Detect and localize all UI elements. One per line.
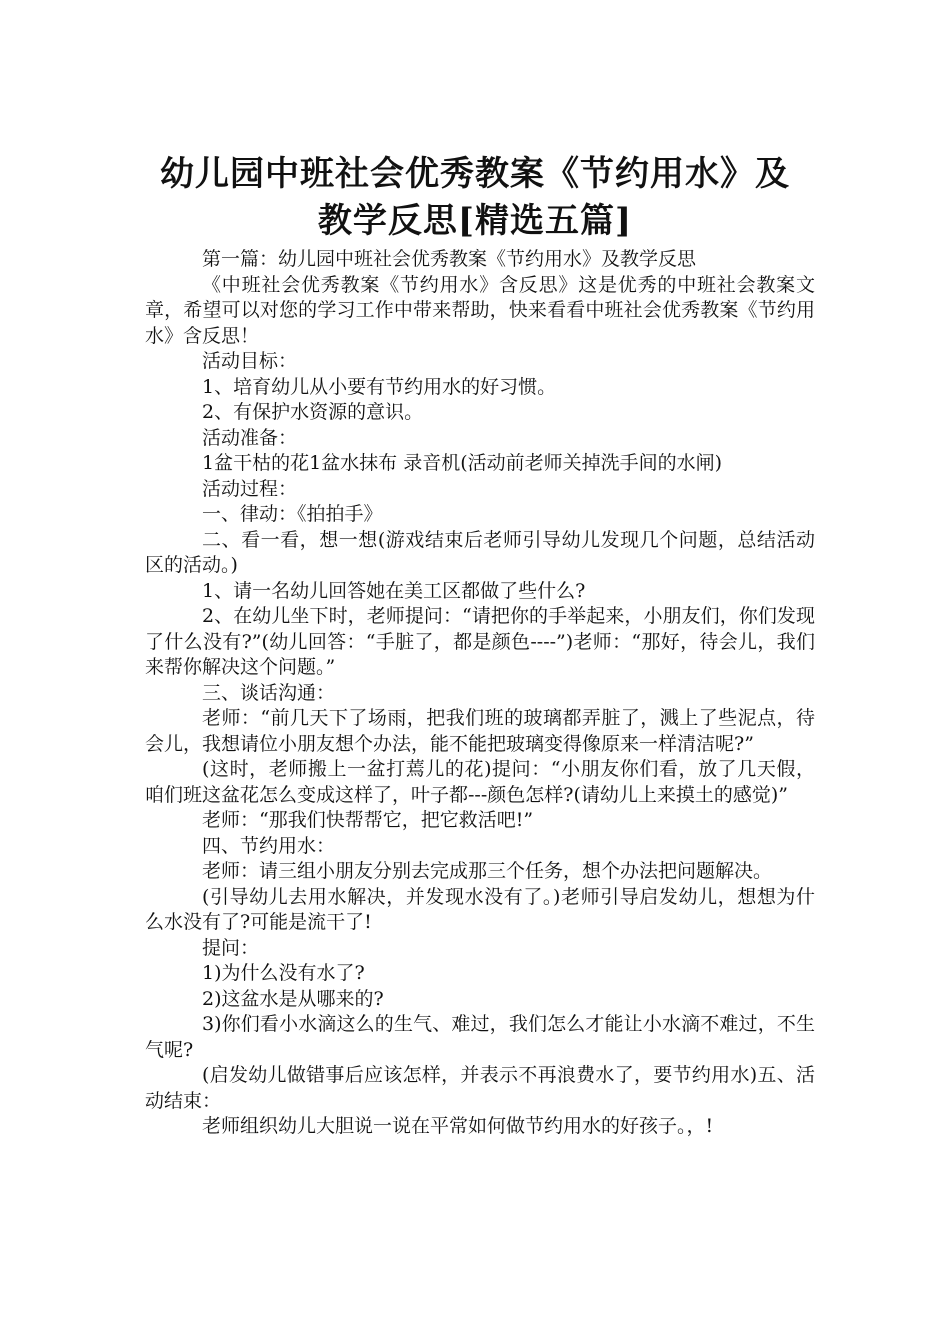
intro-paragraph: 《中班社会优秀教案《节约用水》含反思》这是优秀的中班社会教案文章，希望可以对您的学习工作中带来帮助，快来看看中班社会优秀教案《节约用水》含反思！	[145, 273, 815, 347]
preparation-heading: 活动准备：	[202, 426, 298, 449]
question-item: 3)你们看小水滴这么的生气、难过，我们怎么才能让小水滴不难过，不生气呢?	[145, 1013, 815, 1061]
process-paragraph: 老师：“前几天下了场雨，把我们班的玻璃都弄脏了，溅上了些泥点，待会儿，我想请位小朋友想个办法，能不能把玻璃变得像原来一样清洁呢?”	[145, 707, 815, 755]
process-step: 四、节约用水：	[202, 834, 336, 857]
document-title	[90, 151, 860, 245]
title-line-1: 幼儿园中班社会优秀教案《节约用水》及	[160, 153, 790, 194]
process-paragraph: 老师：请三组小朋友分别去完成那三个任务，想个办法把问题解决。	[202, 860, 773, 882]
objective-item: 1、培育幼儿从小要有节约用水的好习惯。	[202, 375, 557, 398]
closing-paragraph: 老师组织幼儿大胆说一说在平常如何做节约用水的好孩子。，!	[202, 1115, 714, 1137]
process-paragraph: (引导幼儿去用水解决，并发现水没有了。)老师引导启发幼儿，想想为什么水没有了?可能是流干了!	[145, 885, 815, 933]
process-paragraph: (启发幼儿做错事后应该怎样，并表示不再浪费水了，要节约用水)五、活动结束：	[145, 1064, 815, 1112]
preparation-text: 1盆干枯的花1盆水抹布 录音机(活动前老师关掉洗手间的水闸)	[202, 452, 723, 474]
process-heading: 活动过程：	[202, 477, 298, 500]
process-paragraph: 1、请一名幼儿回答她在美工区都做了些什么?	[202, 579, 586, 602]
section-heading: 第一篇：幼儿园中班社会优秀教案《节约用水》及教学反思	[202, 248, 697, 270]
question-heading: 提问：	[202, 936, 260, 959]
process-step: 一、律动：《拍拍手》	[202, 503, 383, 525]
title-line-2: 教学反思[精选五篇]	[317, 200, 633, 241]
process-paragraph: (这时，老师搬上一盆打蔫儿的花)提问：“小朋友你们看，放了几天假，咱们班这盆花怎么变成这样了，叶子都---颜色怎样?(请幼儿上来摸土的感觉)”	[145, 758, 815, 806]
question-item: 2)这盆水是从哪来的?	[202, 987, 384, 1010]
process-step: 三、谈话沟通：	[202, 681, 336, 704]
process-step: 二、看一看，想一想(游戏结束后老师引导幼儿发现几个问题，总结活动区的活动。)	[145, 528, 815, 576]
question-item: 1)为什么没有水了?	[202, 962, 365, 984]
objectives-heading: 活动目标：	[202, 350, 298, 372]
document-body	[145, 247, 815, 1140]
process-paragraph: 老师：“那我们快帮帮它，把它救活吧!”	[202, 809, 534, 831]
objective-item: 2、有保护水资源的意识。	[202, 401, 424, 423]
process-paragraph: 2、在幼儿坐下时，老师提问：“请把你的手举起来，小朋友们，你们发现了什么没有?”(幼儿回答：“手脏了，都是颜色----”)老师：“那好，待会儿，我们来帮你解决这个问题。”	[145, 605, 815, 678]
